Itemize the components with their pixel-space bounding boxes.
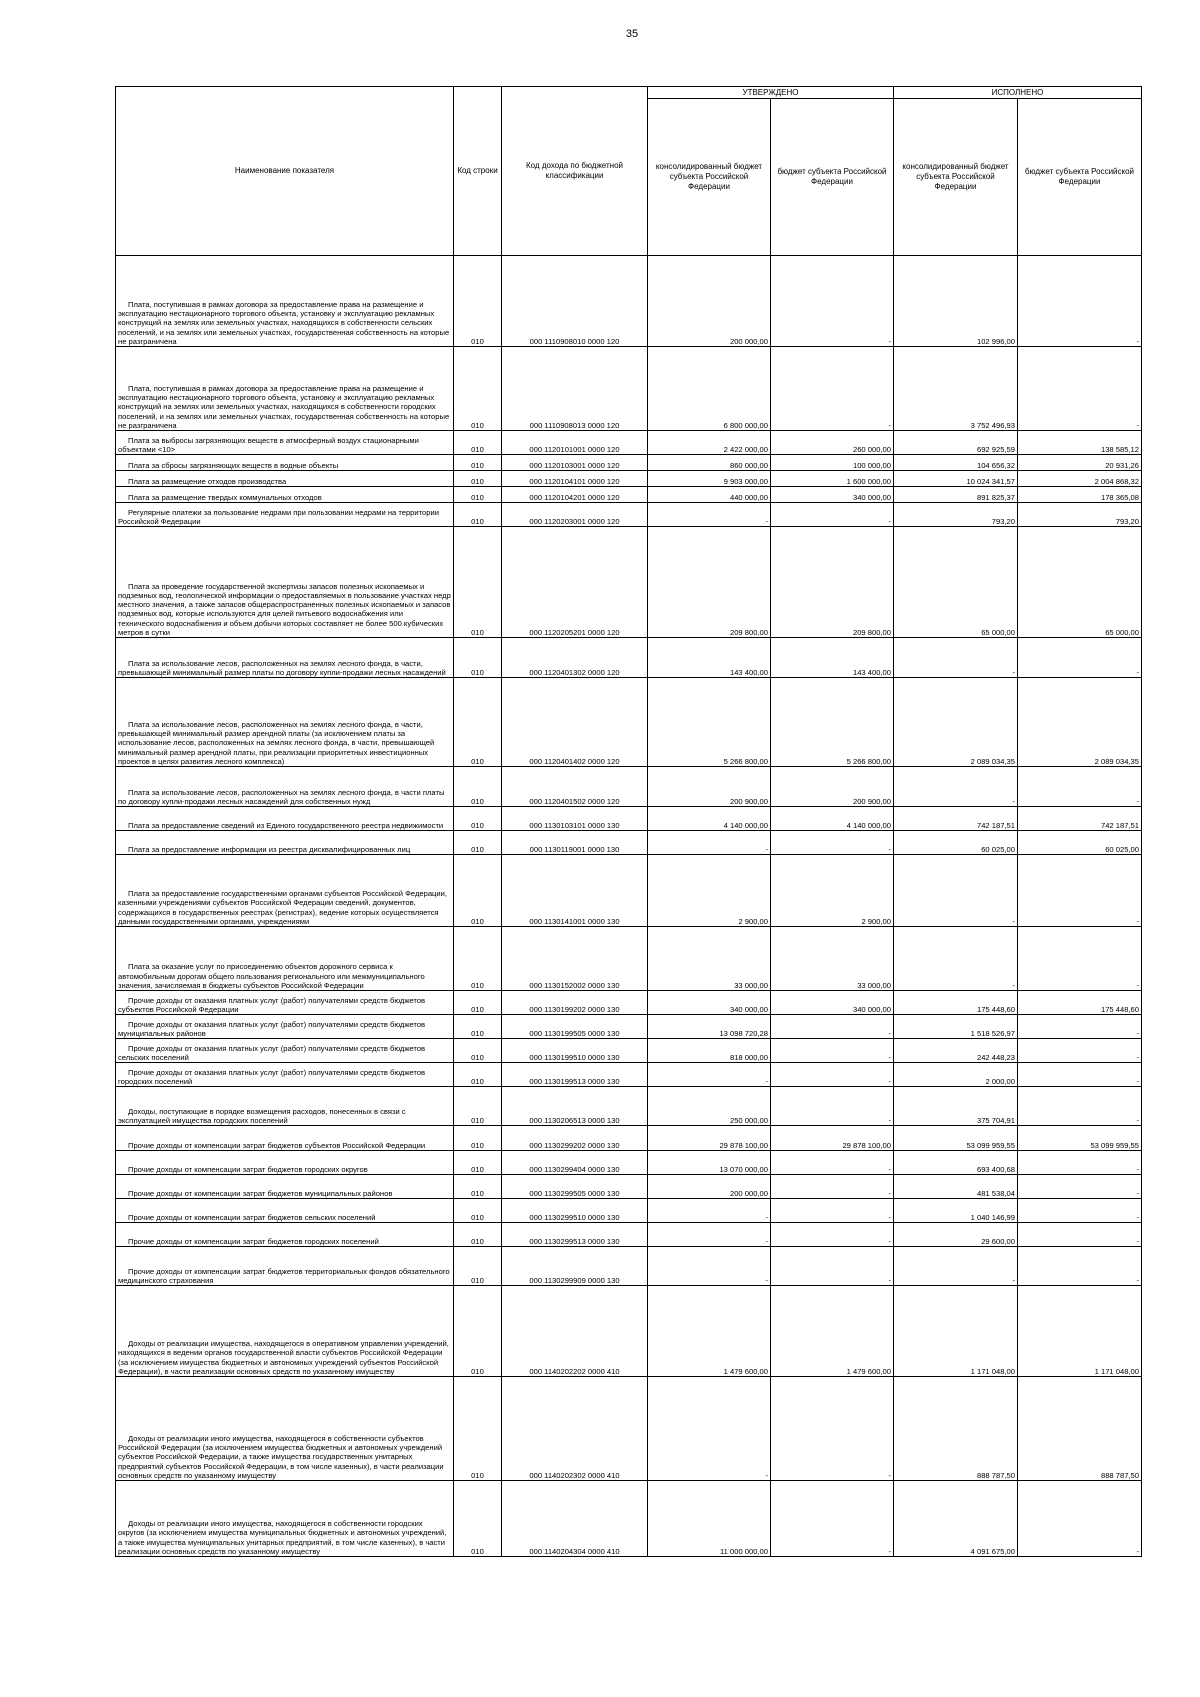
cell-line-code: 010 [454,1286,502,1377]
cell-approved-consolidated: 13 098 720,28 [648,1015,771,1039]
cell-approved-consolidated: 860 000,00 [648,455,771,471]
table-row [116,1223,1142,1247]
cell-line-code: 010 [454,638,502,678]
cell-indicator-name: Прочие доходы от компенсации затрат бюджетов сельских поселений [116,1199,454,1223]
cell-executed-subject: - [1018,1247,1142,1286]
table-row [116,1199,1142,1223]
cell-executed-consolidated: 793,20 [894,503,1018,527]
cell-executed-consolidated: 104 656,32 [894,455,1018,471]
cell-approved-subject: 4 140 000,00 [771,807,894,831]
cell-executed-subject: - [1018,1151,1142,1175]
cell-indicator-name: Доходы, поступающие в порядке возмещения расходов, понесенных в связи с эксплуатацией имущества городских поселений [116,1087,454,1126]
cell-approved-consolidated: 818 000,00 [648,1039,771,1063]
cell-indicator-name: Прочие доходы от оказания платных услуг (работ) получателями средств бюджетов субъектов Российской Федерации [116,991,454,1015]
cell-indicator-name: Регулярные платежи за пользование недрами при пользовании недрами на территории Российской Федерации [116,503,454,527]
table-row [116,1286,1142,1377]
cell-approved-consolidated: 2 900,00 [648,855,771,927]
cell-approved-subject: - [771,347,894,431]
column-header-name: Наименование показателя [116,87,454,256]
cell-executed-consolidated: 1 518 526,97 [894,1015,1018,1039]
cell-approved-consolidated: 340 000,00 [648,991,771,1015]
cell-line-code: 010 [454,1126,502,1151]
cell-income-code: 000 1130299510 0000 130 [502,1199,648,1223]
cell-indicator-name: Прочие доходы от оказания платных услуг (работ) получателями средств бюджетов городских поселений [116,1063,454,1087]
cell-executed-consolidated: 4 091 675,00 [894,1481,1018,1557]
cell-approved-subject: - [771,831,894,855]
cell-indicator-name: Плата за предоставление государственными органами субъектов Российской Федерации, казенными учреждениями субъектов Российской Федерации сведений, документов, содержащихся в государственных реестрах (регистрах), ведение которых осуществляется данными государственными органами, учреждениями [116,855,454,927]
table-row [116,431,1142,455]
cell-line-code: 010 [454,1039,502,1063]
cell-approved-consolidated: 250 000,00 [648,1087,771,1126]
cell-executed-subject: - [1018,1175,1142,1199]
cell-indicator-name: Плата, поступившая в рамках договора за предоставление права на размещение и эксплуатацию нестационарного торгового объекта, установку и эксплуатацию рекламных конструкций на землях или земельных участках, находящихся в собственности сельских поселений, и на землях или земельных участках, государственная собственность на которые не разграничена [116,256,454,347]
page-number: 35 [625,28,639,40]
cell-indicator-name: Прочие доходы от компенсации затрат бюджетов субъектов Российской Федерации [116,1126,454,1151]
cell-approved-subject: 200 900,00 [771,767,894,807]
cell-line-code: 010 [454,927,502,991]
cell-executed-consolidated: 2 089 034,35 [894,678,1018,767]
cell-executed-subject: 793,20 [1018,503,1142,527]
cell-executed-consolidated: 102 996,00 [894,256,1018,347]
cell-approved-consolidated: - [648,1063,771,1087]
cell-executed-subject: - [1018,347,1142,431]
cell-line-code: 010 [454,1175,502,1199]
cell-executed-consolidated: 1 171 048,00 [894,1286,1018,1377]
cell-approved-subject: - [771,1223,894,1247]
cell-executed-subject: - [1018,1039,1142,1063]
cell-income-code: 000 1130299513 0000 130 [502,1223,648,1247]
cell-executed-subject: - [1018,638,1142,678]
cell-executed-consolidated: 742 187,51 [894,807,1018,831]
cell-approved-consolidated: 2 422 000,00 [648,431,771,455]
table-row [116,1151,1142,1175]
cell-indicator-name: Плата за выбросы загрязняющих веществ в атмосферный воздух стационарными объектами <10> [116,431,454,455]
cell-income-code: 000 1120205201 0000 120 [502,527,648,638]
cell-line-code: 010 [454,1223,502,1247]
cell-income-code: 000 1130141001 0000 130 [502,855,648,927]
cell-approved-subject: 29 878 100,00 [771,1126,894,1151]
cell-line-code: 010 [454,831,502,855]
cell-approved-consolidated: - [648,831,771,855]
cell-income-code: 000 1130103101 0000 130 [502,807,648,831]
table-row [116,638,1142,678]
cell-income-code: 000 1130206513 0000 130 [502,1087,648,1126]
cell-approved-consolidated: 440 000,00 [648,487,771,503]
table-row [116,855,1142,927]
cell-income-code: 000 1130199513 0000 130 [502,1063,648,1087]
cell-income-code: 000 1120103001 0000 120 [502,455,648,471]
cell-approved-consolidated: 5 266 800,00 [648,678,771,767]
table-row [116,927,1142,991]
cell-executed-consolidated: - [894,767,1018,807]
cell-indicator-name: Прочие доходы от компенсации затрат бюджетов городских поселений [116,1223,454,1247]
cell-indicator-name: Плата за оказание услуг по присоединению объектов дорожного сервиса к автомобильным дорогам общего пользования регионального или межмуниципального значения, зачисляемая в бюджеты субъектов Российской Федерации [116,927,454,991]
cell-line-code: 010 [454,807,502,831]
group-header-executed: ИСПОЛНЕНО [894,87,1142,99]
table-row [116,455,1142,471]
cell-indicator-name: Плата за размещение твердых коммунальных отходов [116,487,454,503]
cell-executed-consolidated: - [894,638,1018,678]
cell-approved-subject: - [771,1175,894,1199]
cell-executed-consolidated: 175 448,60 [894,991,1018,1015]
cell-approved-subject: - [771,1039,894,1063]
cell-line-code: 010 [454,1247,502,1286]
group-header-approved: УТВЕРЖДЕНО [648,87,894,99]
cell-executed-subject: 53 099 959,55 [1018,1126,1142,1151]
cell-approved-consolidated: 200 900,00 [648,767,771,807]
cell-approved-subject: 1 479 600,00 [771,1286,894,1377]
cell-approved-subject: - [771,1247,894,1286]
cell-approved-consolidated: - [648,1247,771,1286]
cell-executed-subject: 742 187,51 [1018,807,1142,831]
cell-executed-subject: - [1018,1199,1142,1223]
cell-approved-consolidated: 200 000,00 [648,1175,771,1199]
cell-income-code: 000 1130299404 0000 130 [502,1151,648,1175]
cell-line-code: 010 [454,431,502,455]
table-row [116,1039,1142,1063]
cell-approved-subject: - [771,1015,894,1039]
cell-income-code: 000 1110908010 0000 120 [502,256,648,347]
cell-line-code: 010 [454,1481,502,1557]
cell-income-code: 000 1130199202 0000 130 [502,991,648,1015]
table-row [116,767,1142,807]
cell-line-code: 010 [454,527,502,638]
cell-income-code: 000 1120401302 0000 120 [502,638,648,678]
cell-executed-consolidated: 242 448,23 [894,1039,1018,1063]
cell-executed-consolidated: 693 400,68 [894,1151,1018,1175]
cell-executed-subject: - [1018,1063,1142,1087]
cell-approved-subject: 340 000,00 [771,487,894,503]
cell-executed-consolidated: 10 024 341,57 [894,471,1018,487]
cell-income-code: 000 1120203001 0000 120 [502,503,648,527]
cell-indicator-name: Доходы от реализации имущества, находящегося в оперативном управлении учреждений, находящихся в ведении органов государственной власти субъектов Российской Федерации (за исключением имущества бюджетных и автономных учреждений субъектов Российской Федерации), в части реализации основных средств по указанному имуществу [116,1286,454,1377]
cell-approved-consolidated: - [648,1199,771,1223]
cell-executed-subject: - [1018,256,1142,347]
cell-approved-subject: 143 400,00 [771,638,894,678]
cell-approved-subject: 209 800,00 [771,527,894,638]
cell-line-code: 010 [454,1063,502,1087]
cell-line-code: 010 [454,503,502,527]
cell-approved-consolidated: 143 400,00 [648,638,771,678]
cell-indicator-name: Прочие доходы от оказания платных услуг (работ) получателями средств бюджетов сельских поселений [116,1039,454,1063]
cell-approved-subject: - [771,1087,894,1126]
cell-approved-consolidated: 209 800,00 [648,527,771,638]
cell-approved-subject: 5 266 800,00 [771,678,894,767]
cell-approved-subject: - [771,1199,894,1223]
cell-approved-subject: 260 000,00 [771,431,894,455]
cell-income-code: 000 1130199505 0000 130 [502,1015,648,1039]
table-row [116,256,1142,347]
cell-approved-consolidated: 13 070 000,00 [648,1151,771,1175]
cell-executed-consolidated: 60 025,00 [894,831,1018,855]
cell-line-code: 010 [454,1087,502,1126]
cell-income-code: 000 1130199510 0000 130 [502,1039,648,1063]
cell-approved-consolidated: - [648,1377,771,1481]
cell-indicator-name: Прочие доходы от компенсации затрат бюджетов территориальных фондов обязательного медицинского страхования [116,1247,454,1286]
cell-approved-subject: 2 900,00 [771,855,894,927]
table-row [116,527,1142,638]
table-row [116,807,1142,831]
cell-executed-subject: - [1018,1087,1142,1126]
cell-executed-consolidated: 65 000,00 [894,527,1018,638]
cell-income-code: 000 1130119001 0000 130 [502,831,648,855]
table-row [116,1481,1142,1557]
cell-indicator-name: Плата за сбросы загрязняющих веществ в водные объекты [116,455,454,471]
column-header-executed-subject: бюджет субъекта Российской Федерации [1018,99,1142,256]
cell-executed-subject: - [1018,1481,1142,1557]
cell-approved-subject: 1 600 000,00 [771,471,894,487]
cell-indicator-name: Плата за предоставление информации из реестра дисквалифицированных лиц [116,831,454,855]
cell-income-code: 000 1120104201 0000 120 [502,487,648,503]
cell-executed-consolidated: 2 000,00 [894,1063,1018,1087]
cell-line-code: 010 [454,1377,502,1481]
cell-executed-subject: 2 089 034,35 [1018,678,1142,767]
cell-indicator-name: Доходы от реализации иного имущества, находящегося в собственности городских округов (за исключением имущества муниципальных бюджетных и автономных учреждений, а также имущества муниципальных унитарных предприятий, в том числе казенных), в части реализации основных средств по указанному имуществу [116,1481,454,1557]
cell-income-code: 000 1120401402 0000 120 [502,678,648,767]
table-row [116,1126,1142,1151]
cell-income-code: 000 1130299202 0000 130 [502,1126,648,1151]
cell-approved-subject: 340 000,00 [771,991,894,1015]
cell-approved-consolidated: - [648,1223,771,1247]
cell-executed-subject: 20 931,26 [1018,455,1142,471]
table-body [116,256,1142,1557]
cell-executed-subject: 1 171 048,00 [1018,1286,1142,1377]
budget-income-table [115,86,1142,1557]
cell-indicator-name: Плата за использование лесов, расположенных на землях лесного фонда, в части платы по договору купли-продажи лесных насаждений для собственных нужд [116,767,454,807]
cell-indicator-name: Прочие доходы от компенсации затрат бюджетов муниципальных районов [116,1175,454,1199]
cell-line-code: 010 [454,256,502,347]
cell-approved-consolidated: 11 000 000,00 [648,1481,771,1557]
cell-line-code: 010 [454,1151,502,1175]
cell-executed-subject: 178 365,08 [1018,487,1142,503]
cell-executed-consolidated: - [894,1247,1018,1286]
cell-executed-subject: - [1018,855,1142,927]
cell-approved-consolidated: 200 000,00 [648,256,771,347]
cell-executed-subject: 138 585,12 [1018,431,1142,455]
table-row [116,831,1142,855]
column-header-executed-consolidated: консолидированный бюджет субъекта Российской Федерации [894,99,1018,256]
cell-income-code: 000 1120401502 0000 120 [502,767,648,807]
column-header-code: Код строки [454,87,502,256]
cell-income-code: 000 1140202302 0000 410 [502,1377,648,1481]
cell-line-code: 010 [454,991,502,1015]
cell-executed-subject: 65 000,00 [1018,527,1142,638]
cell-income-code: 000 1120101001 0000 120 [502,431,648,455]
cell-executed-consolidated: 692 925,59 [894,431,1018,455]
cell-executed-consolidated: - [894,855,1018,927]
column-header-approved-subject: бюджет субъекта Российской Федерации [771,99,894,256]
table-row [116,347,1142,431]
table-row [116,1063,1142,1087]
cell-indicator-name: Прочие доходы от оказания платных услуг (работ) получателями средств бюджетов муниципальных районов [116,1015,454,1039]
cell-approved-consolidated: 1 479 600,00 [648,1286,771,1377]
cell-indicator-name: Плата за использование лесов, расположенных на землях лесного фонда, в части, превышающей минимальный размер платы по договору купли-продажи лесных насаждений [116,638,454,678]
cell-approved-subject: - [771,503,894,527]
table-row [116,678,1142,767]
cell-executed-subject: - [1018,1015,1142,1039]
table-row [116,487,1142,503]
cell-executed-consolidated: 3 752 496,93 [894,347,1018,431]
cell-executed-subject: 888 787,50 [1018,1377,1142,1481]
cell-income-code: 000 1120104101 0000 120 [502,471,648,487]
cell-indicator-name: Плата за размещение отходов производства [116,471,454,487]
cell-approved-subject: - [771,1481,894,1557]
cell-executed-consolidated: 888 787,50 [894,1377,1018,1481]
cell-executed-consolidated: 1 040 146,99 [894,1199,1018,1223]
cell-approved-consolidated: 4 140 000,00 [648,807,771,831]
table-row [116,1087,1142,1126]
cell-executed-subject: 60 025,00 [1018,831,1142,855]
cell-income-code: 000 1110908013 0000 120 [502,347,648,431]
cell-line-code: 010 [454,471,502,487]
cell-approved-subject: - [771,256,894,347]
cell-line-code: 010 [454,678,502,767]
cell-approved-subject: 100 000,00 [771,455,894,471]
table-row [116,503,1142,527]
table-row [116,991,1142,1015]
cell-income-code: 000 1130152002 0000 130 [502,927,648,991]
cell-executed-subject: 2 004 868,32 [1018,471,1142,487]
cell-approved-subject: 33 000,00 [771,927,894,991]
cell-line-code: 010 [454,455,502,471]
table-row [116,1247,1142,1286]
cell-approved-consolidated: 29 878 100,00 [648,1126,771,1151]
cell-approved-consolidated: 6 800 000,00 [648,347,771,431]
cell-indicator-name: Плата за предоставление сведений из Единого государственного реестра недвижимости [116,807,454,831]
cell-approved-consolidated: - [648,503,771,527]
cell-line-code: 010 [454,487,502,503]
table-row [116,1175,1142,1199]
cell-approved-subject: - [771,1063,894,1087]
cell-executed-consolidated: - [894,927,1018,991]
cell-executed-consolidated: 481 538,04 [894,1175,1018,1199]
cell-line-code: 010 [454,1199,502,1223]
cell-executed-subject: 175 448,60 [1018,991,1142,1015]
cell-income-code: 000 1130299909 0000 130 [502,1247,648,1286]
cell-indicator-name: Плата за проведение государственной экспертизы запасов полезных ископаемых и подземных вод, геологической информации о предоставляемых в пользование участках недр местного значения, а также запасов общераспространенных полезных ископаемых и запасов подземных вод, которые используются для целей питьевого водоснабжения или технического водоснабжения и объем добычи которых составляет не более 500 кубических метров в сутки [116,527,454,638]
cell-line-code: 010 [454,1015,502,1039]
cell-indicator-name: Плата, поступившая в рамках договора за предоставление права на размещение и эксплуатацию нестационарного торгового объекта, установку и эксплуатацию рекламных конструкций на землях или земельных участках, находящихся в собственности городских поселений, и на землях или земельных участках, государственная собственность на которые не разграничена [116,347,454,431]
cell-approved-consolidated: 33 000,00 [648,927,771,991]
cell-line-code: 010 [454,855,502,927]
cell-approved-subject: - [771,1377,894,1481]
cell-executed-subject: - [1018,1223,1142,1247]
cell-indicator-name: Прочие доходы от компенсации затрат бюджетов городских округов [116,1151,454,1175]
cell-executed-subject: - [1018,767,1142,807]
cell-executed-consolidated: 29 600,00 [894,1223,1018,1247]
table-row [116,1377,1142,1481]
table-row [116,1015,1142,1039]
cell-income-code: 000 1130299505 0000 130 [502,1175,648,1199]
cell-approved-subject: - [771,1151,894,1175]
cell-line-code: 010 [454,347,502,431]
cell-executed-consolidated: 375 704,91 [894,1087,1018,1126]
cell-line-code: 010 [454,767,502,807]
column-header-kbk: Код дохода по бюджетной классификации [502,87,648,256]
cell-executed-consolidated: 891 825,37 [894,487,1018,503]
cell-income-code: 000 1140204304 0000 410 [502,1481,648,1557]
cell-income-code: 000 1140202202 0000 410 [502,1286,648,1377]
cell-executed-consolidated: 53 099 959,55 [894,1126,1018,1151]
table-row [116,471,1142,487]
cell-approved-consolidated: 9 903 000,00 [648,471,771,487]
column-header-approved-consolidated: консолидированный бюджет субъекта Российской Федерации [648,99,771,256]
cell-indicator-name: Доходы от реализации иного имущества, находящегося в собственности субъектов Российской Федерации (за исключением имущества бюджетных и автономных учреждений субъектов Российской Федерации, а также имущества государственных унитарных предприятий субъектов Российской Федерации, в том числе казенных), в части реализации основных средств по указанному имуществу [116,1377,454,1481]
cell-executed-subject: - [1018,927,1142,991]
cell-indicator-name: Плата за использование лесов, расположенных на землях лесного фонда, в части, превышающей минимальный размер арендной платы (за исключением платы за использование лесов, расположенных на землях лесного фонда, в части, превышающей минимальный размер арендной платы, при реализации приоритетных инвестиционных проектов в целях развития лесного комплекса) [116,678,454,767]
table-header [116,87,1142,256]
